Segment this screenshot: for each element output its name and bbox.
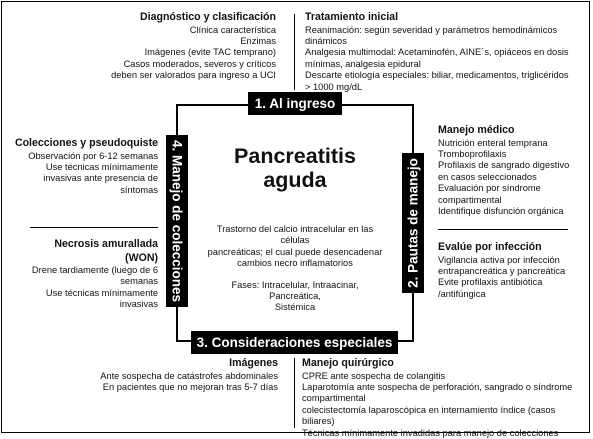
manejo-medico-block bbox=[438, 124, 588, 217]
quirurgico-line: compartimental bbox=[302, 393, 366, 404]
necrosis-line: semanas bbox=[120, 276, 158, 287]
tab-pautas-label: 2. Pautas de manejo bbox=[405, 158, 421, 288]
central-description bbox=[205, 224, 385, 314]
phases-line: Sistémica bbox=[274, 302, 316, 313]
tab-consideraciones-label: 3. Consideraciones especiales bbox=[196, 335, 393, 350]
right-divider bbox=[438, 229, 568, 230]
diagram-title bbox=[190, 144, 400, 192]
necrosis-line: Use técnicas mínimamente bbox=[45, 287, 158, 298]
tab-consideraciones-especiales bbox=[191, 331, 398, 354]
manejo-medico-line: Evaluación por síndrome bbox=[438, 183, 541, 194]
tratamiento-line: Analgesia multimodal: Acetaminofén, AINE´s, opiáceos en dosis bbox=[305, 47, 569, 58]
tab-al-ingreso-label: 1. Al ingreso bbox=[254, 96, 336, 111]
tratamiento-line: Descarte etiología especiales: biliar, medicamentos, triglicéridos bbox=[305, 70, 569, 81]
infeccion-line: entrapancreática y pancreática bbox=[438, 265, 566, 276]
necrosis-heading: Necrosis amurallada bbox=[54, 238, 158, 250]
diagnostico-line: deben ser valorados para ingreso a UCI bbox=[111, 70, 276, 81]
diagnostico-line: Clínica característica bbox=[189, 24, 276, 35]
necrosis-line: Drene tardiamente (luego de 6 bbox=[31, 265, 158, 275]
colecciones-heading: Colecciones y pseudoquiste bbox=[14, 137, 158, 149]
quirurgico-line: Técnicas mínimamente invadidas para manejo de colecciones bbox=[302, 427, 559, 438]
bottom-divider bbox=[294, 358, 295, 428]
infeccion-line: Vigilancia activa por infección bbox=[438, 254, 560, 265]
quirurgico-line: Laparotomía ante sospecha de perforación, sangrado o síndrome bbox=[302, 381, 573, 392]
imagenes-block bbox=[60, 357, 278, 393]
colecciones-line: invasivas ante presencia de bbox=[43, 173, 158, 184]
tratamiento-line: > 1000 mg/dL bbox=[305, 81, 363, 92]
manejo-medico-line: Tromboprofilaxis bbox=[438, 148, 507, 159]
manejo-medico-line: Identifique disfunción orgánica bbox=[438, 205, 564, 216]
tab-manejo-colecciones bbox=[166, 135, 188, 307]
title-line-2: aguda bbox=[263, 168, 327, 192]
imagenes-line: En pacientes que no mejoran tras 5-7 días bbox=[102, 381, 278, 392]
quirurgico-heading: Manejo quirúrgico bbox=[302, 357, 394, 369]
colecciones-line: síntomas bbox=[120, 184, 158, 195]
necrosis-heading-abbr: (WON) bbox=[125, 251, 158, 264]
diagnostico-block bbox=[40, 11, 276, 82]
description-spacer bbox=[205, 270, 385, 280]
necrosis-line: invasivas bbox=[119, 299, 158, 310]
colecciones-block bbox=[6, 137, 158, 196]
top-divider bbox=[294, 14, 295, 90]
tratamiento-line: mínimas, analgesia epidural bbox=[305, 58, 421, 69]
colecciones-line: Observación por 6-12 semanas bbox=[28, 150, 158, 161]
infeccion-line: /antifúngica bbox=[438, 288, 486, 299]
title-line-1: Pancreatitis bbox=[234, 144, 356, 168]
infeccion-block bbox=[438, 241, 588, 300]
manejo-medico-line: Profilaxis de sangrado digestivo bbox=[438, 160, 570, 171]
tratamiento-heading: Tratamiento inicial bbox=[305, 11, 399, 23]
tab-pautas-de-manejo bbox=[402, 153, 424, 293]
tab-al-ingreso bbox=[248, 92, 342, 115]
diagnostico-line: Imágenes (evite TAC temprano) bbox=[144, 47, 276, 58]
infeccion-heading: Evalúe por infección bbox=[438, 241, 542, 253]
description-line: Trastorno del calcio intracelular en las células bbox=[216, 224, 374, 246]
quirurgico-line: CPRE ante sospecha de colangitis bbox=[302, 370, 446, 381]
imagenes-line: Ante sospecha de catástrofes abdominales bbox=[100, 370, 278, 381]
description-line: pancreáticas; el cual puede desencadenar bbox=[207, 246, 383, 257]
tab-manejo-colecciones-label: 4. Manejo de colecciones bbox=[169, 139, 185, 303]
quirurgico-line: colecistectomía laparoscópica en internamiento índice (casos biliares) bbox=[302, 404, 556, 427]
diagnostico-line: Casos moderados, severos y críticos bbox=[123, 58, 276, 69]
colecciones-line: Use técnicas mínimamente bbox=[45, 161, 158, 172]
tratamiento-block bbox=[305, 11, 589, 93]
manejo-medico-line: compartimental bbox=[438, 194, 502, 205]
manejo-medico-line: en casos seleccionados bbox=[438, 171, 537, 182]
quirurgico-block bbox=[302, 357, 589, 439]
description-line: cambios necro inflamatorios bbox=[237, 258, 353, 269]
phases-line: Fases: Intracelular, Intraacinar, Pancreática, bbox=[231, 279, 359, 302]
imagenes-heading: Imágenes bbox=[229, 357, 278, 369]
left-divider bbox=[30, 227, 158, 228]
diagnostico-line: Enzimas bbox=[240, 35, 276, 46]
manejo-medico-heading: Manejo médico bbox=[438, 124, 515, 136]
manejo-medico-line: Nutrición enteral temprana bbox=[438, 137, 548, 148]
necrosis-block bbox=[6, 238, 158, 311]
tratamiento-line: dinámicos bbox=[305, 35, 347, 46]
tratamiento-line: Reanimación: según severidad y parámetros hemodinámicos bbox=[305, 24, 558, 35]
infeccion-line: Evite profilaxis antibiótica bbox=[438, 277, 543, 288]
diagnostico-heading: Diagnóstico y clasificación bbox=[140, 11, 276, 23]
